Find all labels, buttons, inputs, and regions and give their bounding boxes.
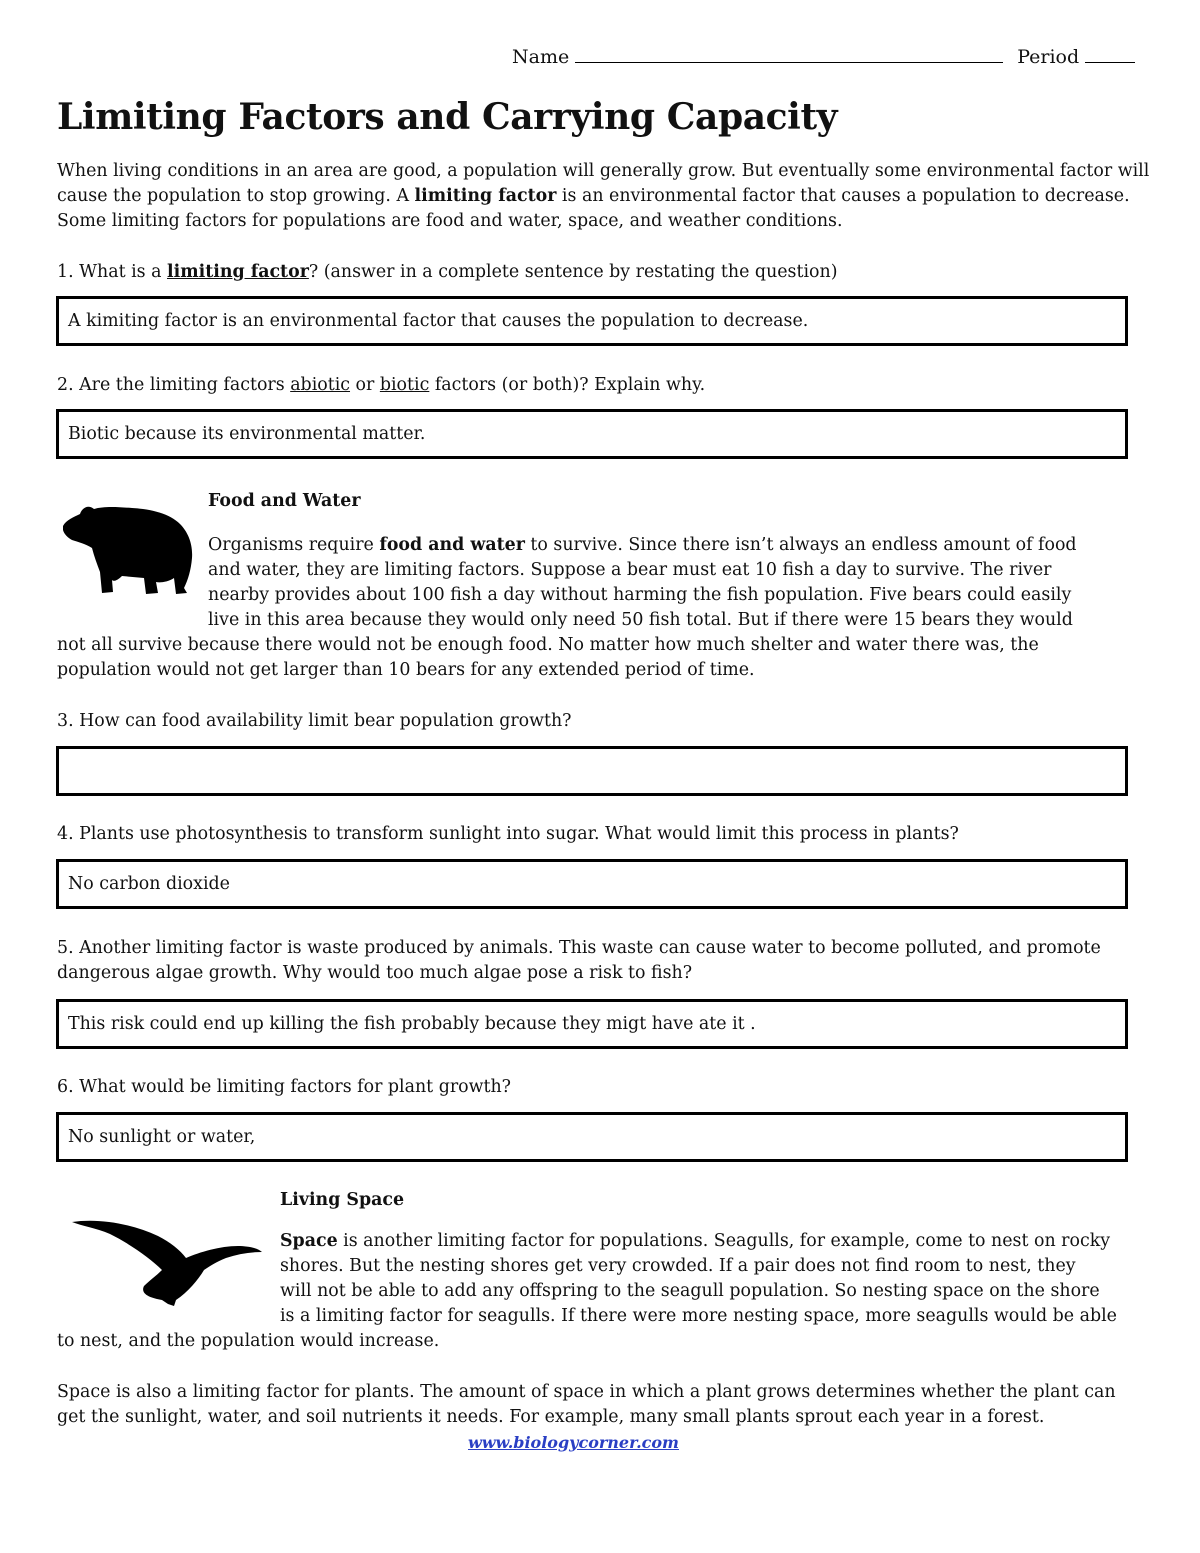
- question-1-term: limiting factor: [167, 262, 309, 282]
- period-label: Period: [1017, 46, 1080, 68]
- question-1: [57, 260, 838, 285]
- question-1-prefix: 1. What is a: [57, 262, 167, 282]
- intro-limiting-factor-term: limiting factor: [414, 186, 557, 206]
- name-period-header: [512, 44, 1135, 68]
- food-water-term: food and water: [379, 535, 525, 555]
- food-line-1: [208, 533, 1077, 558]
- period-field-line[interactable]: [1085, 44, 1135, 63]
- answer-5-text: This risk could end up killing the fish probably because they migt have ate it .: [68, 1014, 756, 1034]
- bear-icon: [60, 500, 194, 596]
- question-6: 6. What would be limiting factors for plant growth?: [57, 1077, 512, 1097]
- answer-box-1[interactable]: [56, 296, 1128, 346]
- food-line-3: nearby provides about 100 fish a day without harming the fish population. Five bears could easily: [208, 585, 1072, 605]
- name-label: Name: [512, 46, 570, 68]
- answer-box-6[interactable]: [56, 1112, 1128, 1162]
- food-line-5: not all survive because there would not be enough food. No matter how much shelter and water there was, the: [57, 635, 1039, 655]
- question-3: 3. How can food availability limit bear population growth?: [57, 711, 572, 731]
- question-4: 4. Plants use photosynthesis to transform sunlight into sugar. What would limit this process in plants?: [57, 824, 959, 844]
- question-5: 5. Another limiting factor is waste produced by animals. This waste can cause water to become polluted, and promote dangerous algae growth. Why would too much algae pose a risk to fish?: [57, 938, 1101, 983]
- answer-6-text: No sunlight or water,: [68, 1127, 256, 1147]
- space-term: Space: [280, 1231, 338, 1251]
- question-2-suffix: factors (or both)? Explain why.: [429, 375, 706, 395]
- answer-1-text: A kimiting factor is an environmental factor that causes the population to decrease.: [68, 311, 809, 331]
- intro-text-1: When living conditions in an area are good, a population will generally grow. But eventually some environmental factor will cause the population to stop growing. A: [57, 161, 1150, 206]
- seagull-icon: [70, 1212, 264, 1308]
- food-water-heading: Food and Water: [208, 491, 361, 511]
- question-2-mid: or: [350, 375, 380, 395]
- space-line-1: [280, 1229, 1110, 1254]
- space-line-2: shores. But the nesting shores get very crowded. If a pair does not find room to nest, they: [280, 1256, 1076, 1276]
- food-line-1b: to survive. Since there isn’t always an endless amount of food: [524, 535, 1077, 555]
- answer-box-3[interactable]: [56, 746, 1128, 796]
- answer-2-text: Biotic because its environmental matter.: [68, 424, 426, 444]
- name-field-line[interactable]: [575, 44, 1003, 63]
- space-line-5: to nest, and the population would increase.: [57, 1331, 440, 1351]
- answer-box-4[interactable]: [56, 859, 1128, 909]
- answer-box-5[interactable]: [56, 999, 1128, 1049]
- food-line-2: and water, they are limiting factors. Suppose a bear must eat 10 fish a day to survive. The river: [208, 560, 1052, 580]
- question-2: [57, 373, 705, 398]
- intro-paragraph: [57, 159, 1157, 234]
- food-line-4: live in this area because they would only need 50 fish total. But if there were 15 bears they would: [208, 610, 1073, 630]
- food-line-6: population would not get larger than 10 bears for any extended period of time.: [57, 660, 755, 680]
- space-line-3: will not be able to add any offspring to the seagull population. So nesting space on the shore: [280, 1281, 1100, 1301]
- space-line-4: is a limiting factor for seagulls. If there were more nesting space, more seagulls would be able: [280, 1306, 1117, 1326]
- question-2-biotic: biotic: [379, 375, 430, 395]
- intro-text-2: is an environmental factor that causes a population to decrease. Some limiting factors for populations are food and water, space, and weather conditions.: [57, 186, 1130, 231]
- living-space-heading: Living Space: [280, 1190, 405, 1210]
- question-2-abiotic: abiotic: [290, 375, 351, 395]
- food-line-1a: Organisms require: [208, 535, 380, 555]
- footer-website-link[interactable]: www.biologycorner.com: [468, 1433, 679, 1452]
- page-title: Limiting Factors and Carrying Capacity: [57, 96, 838, 138]
- space-paragraph-2: Space is also a limiting factor for plants. The amount of space in which a plant grows determines whether the plant can get the sunlight, water, and soil nutrients it needs. For example, many small plants sprout each year in a forest.: [57, 1382, 1116, 1427]
- question-1-suffix: ? (answer in a complete sentence by restating the question): [308, 262, 838, 282]
- answer-box-2[interactable]: [56, 409, 1128, 459]
- space-line-1b: is another limiting factor for populations. Seagulls, for example, come to nest on rocky: [337, 1231, 1111, 1251]
- answer-4-text: No carbon dioxide: [68, 874, 230, 894]
- question-2-prefix: 2. Are the limiting factors: [57, 375, 291, 395]
